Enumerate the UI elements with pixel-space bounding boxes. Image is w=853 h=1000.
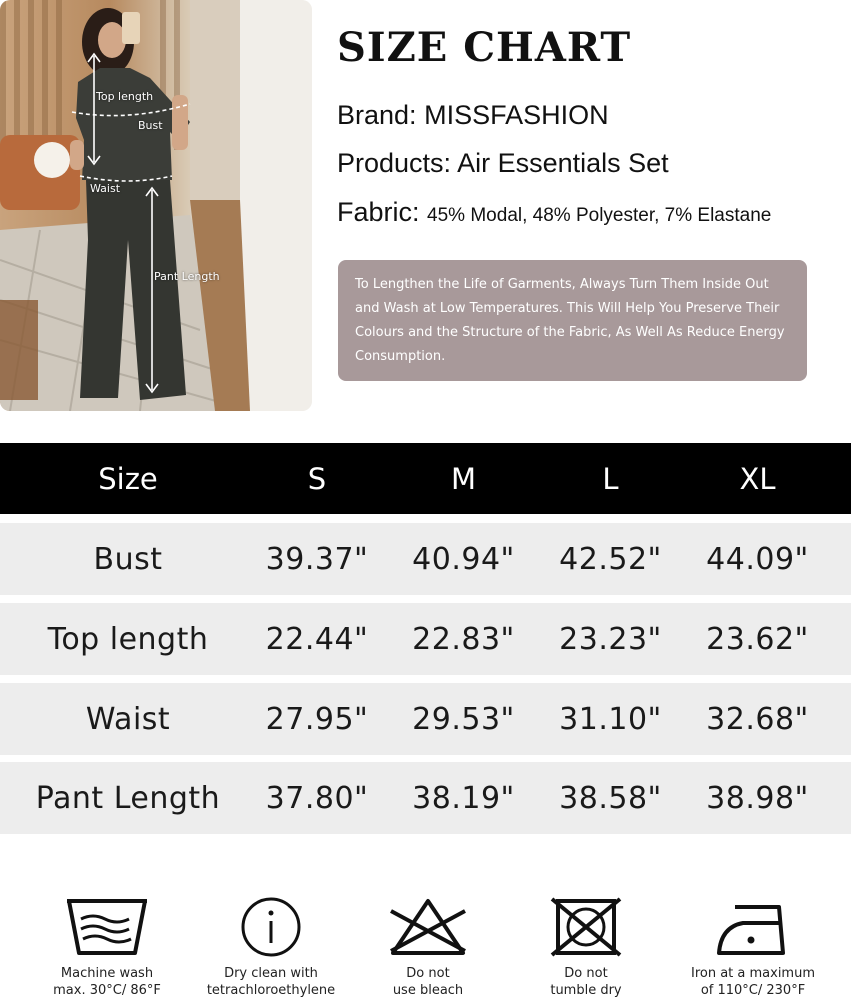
table-cell: 37.80" — [265, 780, 369, 816]
table-row-pant-length — [0, 762, 851, 834]
care-text-line2: tetrachloroethylene — [206, 983, 336, 998]
products-value: Air Essentials Set — [457, 148, 669, 178]
care-text-line1: Dry clean with — [224, 966, 318, 981]
page-title: SIZE CHART — [337, 24, 632, 71]
size-table-header — [0, 443, 851, 514]
table-cell: 22.83" — [412, 621, 515, 657]
table-cell: 32.68" — [706, 701, 809, 737]
care-item-no-bleach — [343, 895, 513, 999]
model-photo — [0, 0, 312, 411]
header-cell-m: M — [450, 461, 477, 496]
iron-icon — [713, 895, 793, 959]
care-item-dry-clean — [186, 895, 356, 999]
table-cell: 42.52" — [559, 541, 662, 577]
top-length-label: Top length — [96, 90, 154, 103]
row-label: Pant Length — [35, 780, 221, 816]
row-label: Bust — [93, 541, 163, 577]
table-cell: 23.23" — [559, 621, 662, 657]
products-line — [337, 148, 669, 179]
care-item-no-tumble-dry — [501, 895, 671, 999]
table-row-top-length — [0, 603, 851, 675]
waist-label: Waist — [90, 182, 121, 195]
table-cell: 22.44" — [265, 621, 369, 657]
care-text-line1: Iron at a maximum — [690, 966, 815, 981]
table-cell: 23.62" — [706, 621, 809, 657]
table-cell: 31.10" — [559, 701, 662, 737]
table-cell: 38.58" — [559, 780, 662, 816]
table-cell: 27.95" — [265, 701, 369, 737]
care-note: To Lengthen the Life of Garments, Always Turn Them Inside Out and Wash at Low Temperatures. This Will Help You Preserve Their Colours and the Structure of the Fabric, As Well As Reduce Energy Consumption. — [338, 260, 807, 381]
table-cell: 38.98" — [706, 780, 809, 816]
header-cell-s: S — [307, 461, 327, 496]
care-text-line1: Machine wash — [60, 966, 154, 981]
model-photo-illustration — [0, 0, 312, 411]
no-tumble-dry-icon — [550, 895, 622, 959]
header-cell-l: L — [602, 461, 619, 496]
no-bleach-icon — [385, 895, 471, 959]
machine-wash-icon — [61, 895, 153, 959]
header-cell-size: Size — [98, 461, 158, 496]
table-cell: 38.19" — [412, 780, 515, 816]
fabric-value: 45% Modal, 48% Polyester, 7% Elastane — [427, 205, 772, 226]
table-cell: 40.94" — [412, 541, 515, 577]
brand-value: MISSFASHION — [424, 100, 609, 130]
header-cell-xl: XL — [739, 461, 776, 496]
brand-label: Brand: — [337, 100, 417, 130]
care-text-line2: max. 30°C/ 86°F — [53, 983, 161, 998]
care-text-line1: Do not — [564, 966, 608, 981]
care-text-line2: of 110°C/ 230°F — [700, 983, 806, 998]
care-text-line2: tumble dry — [550, 983, 622, 998]
table-cell: 39.37" — [265, 541, 369, 577]
table-cell: 29.53" — [412, 701, 515, 737]
fabric-label: Fabric: — [337, 197, 420, 227]
table-row-waist — [0, 683, 851, 755]
bust-label: Bust — [138, 119, 163, 132]
table-row-bust — [0, 523, 851, 595]
dry-clean-icon — [239, 895, 303, 959]
care-item-iron — [668, 895, 838, 999]
pant-length-label: Pant Length — [154, 270, 220, 283]
brand-line — [337, 100, 609, 131]
care-item-machine-wash — [22, 895, 192, 999]
row-label: Waist — [85, 701, 171, 737]
row-label: Top length — [47, 621, 209, 657]
products-label: Products: — [337, 148, 452, 178]
table-cell: 44.09" — [706, 541, 809, 577]
care-text-line2: use bleach — [392, 983, 464, 998]
fabric-line — [337, 197, 771, 228]
care-text-line1: Do not — [406, 966, 450, 981]
